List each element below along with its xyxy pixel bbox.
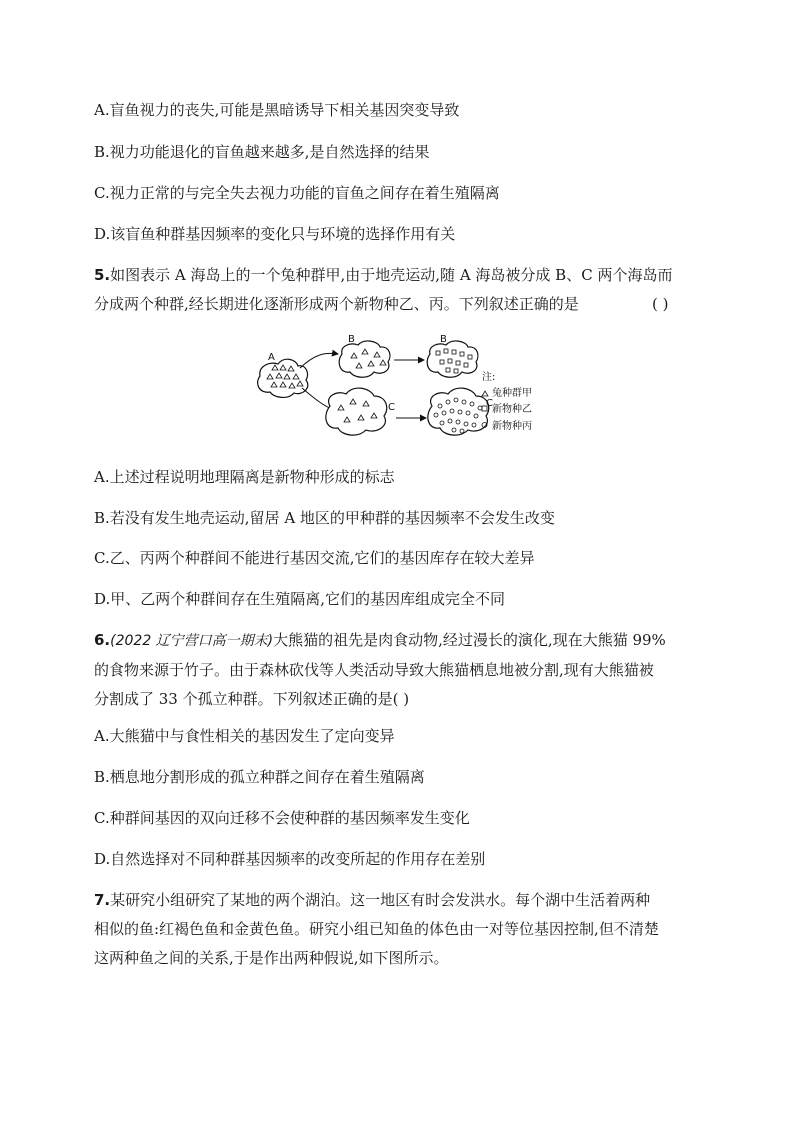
q4-option-b: B.视力功能退化的盲鱼越来越多,是自然选择的结果 [94, 143, 430, 161]
q6-stem-line2: 的食物来源于竹子。由于森林砍伐等人类活动导致大熊猫栖息地被分割,现有大熊猫被 [94, 661, 654, 679]
q7-stem-line1 [94, 890, 650, 910]
q5-stem-text1: 如图表示 A 海岛上的一个兔种群甲,由于地壳运动,随 A 海岛被分成 B、C 两个海岛而 [110, 266, 673, 284]
island-c-second-label: C [486, 398, 493, 409]
legend-item-species-bing: 新物种丙 [492, 421, 532, 432]
q5-stem-line1 [94, 265, 672, 285]
island-b-second-label: B [440, 334, 447, 345]
q6-stem-line1 [94, 630, 666, 651]
q5-stem-line2: 分成两个种群,经长期进化逐渐形成两个新物种乙、丙。下列叙述正确的是 [94, 295, 579, 313]
island-b-first [339, 334, 390, 377]
legend-item-rabbit: 兔种群甲 [492, 388, 532, 399]
q4-option-a: A.盲鱼视力的丧失,可能是黑暗诱导下相关基因突变导致 [94, 101, 460, 119]
q5-option-c: C.乙、丙两个种群间不能进行基因交流,它们的基因库存在较大差异 [94, 549, 535, 567]
q4-option-c: C.视力正常的与完全失去视力功能的盲鱼之间存在着生殖隔离 [94, 184, 500, 202]
island-a-label: A [268, 352, 275, 363]
q6-source: (2022 辽宁营口高一期末) [110, 633, 274, 649]
q5-answer-bracket: ( ) [652, 295, 669, 313]
q6-stem-line3: 分割成了 33 个孤立种群。下列叙述正确的是( ) [94, 690, 410, 708]
q6-option-b: B.栖息地分割形成的孤立种群之间存在着生殖隔离 [94, 768, 425, 786]
q5-option-a: A.上述过程说明地理隔离是新物种形成的标志 [94, 468, 395, 486]
q5-option-d: D.甲、乙两个种群间存在生殖隔离,它们的基因库组成完全不同 [94, 590, 506, 608]
legend-title: 注: [482, 372, 496, 383]
q6-option-a: A.大熊猫中与食性相关的基因发生了定向变异 [94, 727, 395, 745]
island-c-first-label: C [388, 402, 395, 413]
q5-option-b: B.若没有发生地壳运动,留居 A 地区的甲种群的基因频率不会发生改变 [94, 509, 555, 527]
q4-option-d: D.该盲鱼种群基因频率的变化只与环境的选择作用有关 [94, 225, 456, 243]
q7-stem-line2: 相似的鱼:红褐色鱼和金黄色鱼。研究小组已知鱼的体色由一对等位基因控制,但不清楚 [94, 920, 659, 938]
q5-number: 5. [94, 266, 111, 284]
island-c-second [428, 388, 493, 435]
island-c-first [326, 388, 395, 435]
q7-stem-text1: 某研究小组研究了某地的两个湖泊。这一地区有时会发洪水。每个湖中生活着两种 [110, 891, 651, 909]
island-b-first-label: B [348, 334, 355, 345]
island-a [258, 352, 308, 397]
q6-option-d: D.自然选择对不同种群基因频率的改变所起的作用存在差别 [94, 850, 486, 868]
island-b-second [427, 334, 478, 377]
q6-stem-text1: 大熊猫的祖先是肉食动物,经过漫长的演化,现在大熊猫 99% [273, 631, 666, 649]
q6-option-c: C.种群间基因的双向迁移不会使种群的基因频率发生变化 [94, 809, 470, 827]
q7-number: 7. [94, 891, 111, 909]
q6-number: 6. [94, 631, 111, 649]
legend-item-species-yi: 新物种乙 [492, 404, 532, 415]
island-diagram-svg [250, 334, 550, 446]
arrow-a-to-b [300, 353, 338, 368]
q7-stem-line3: 这两种鱼之间的关系,于是作出两种假说,如下图所示。 [94, 949, 449, 967]
q5-island-figure [250, 334, 550, 446]
triangle-icon [482, 391, 488, 396]
